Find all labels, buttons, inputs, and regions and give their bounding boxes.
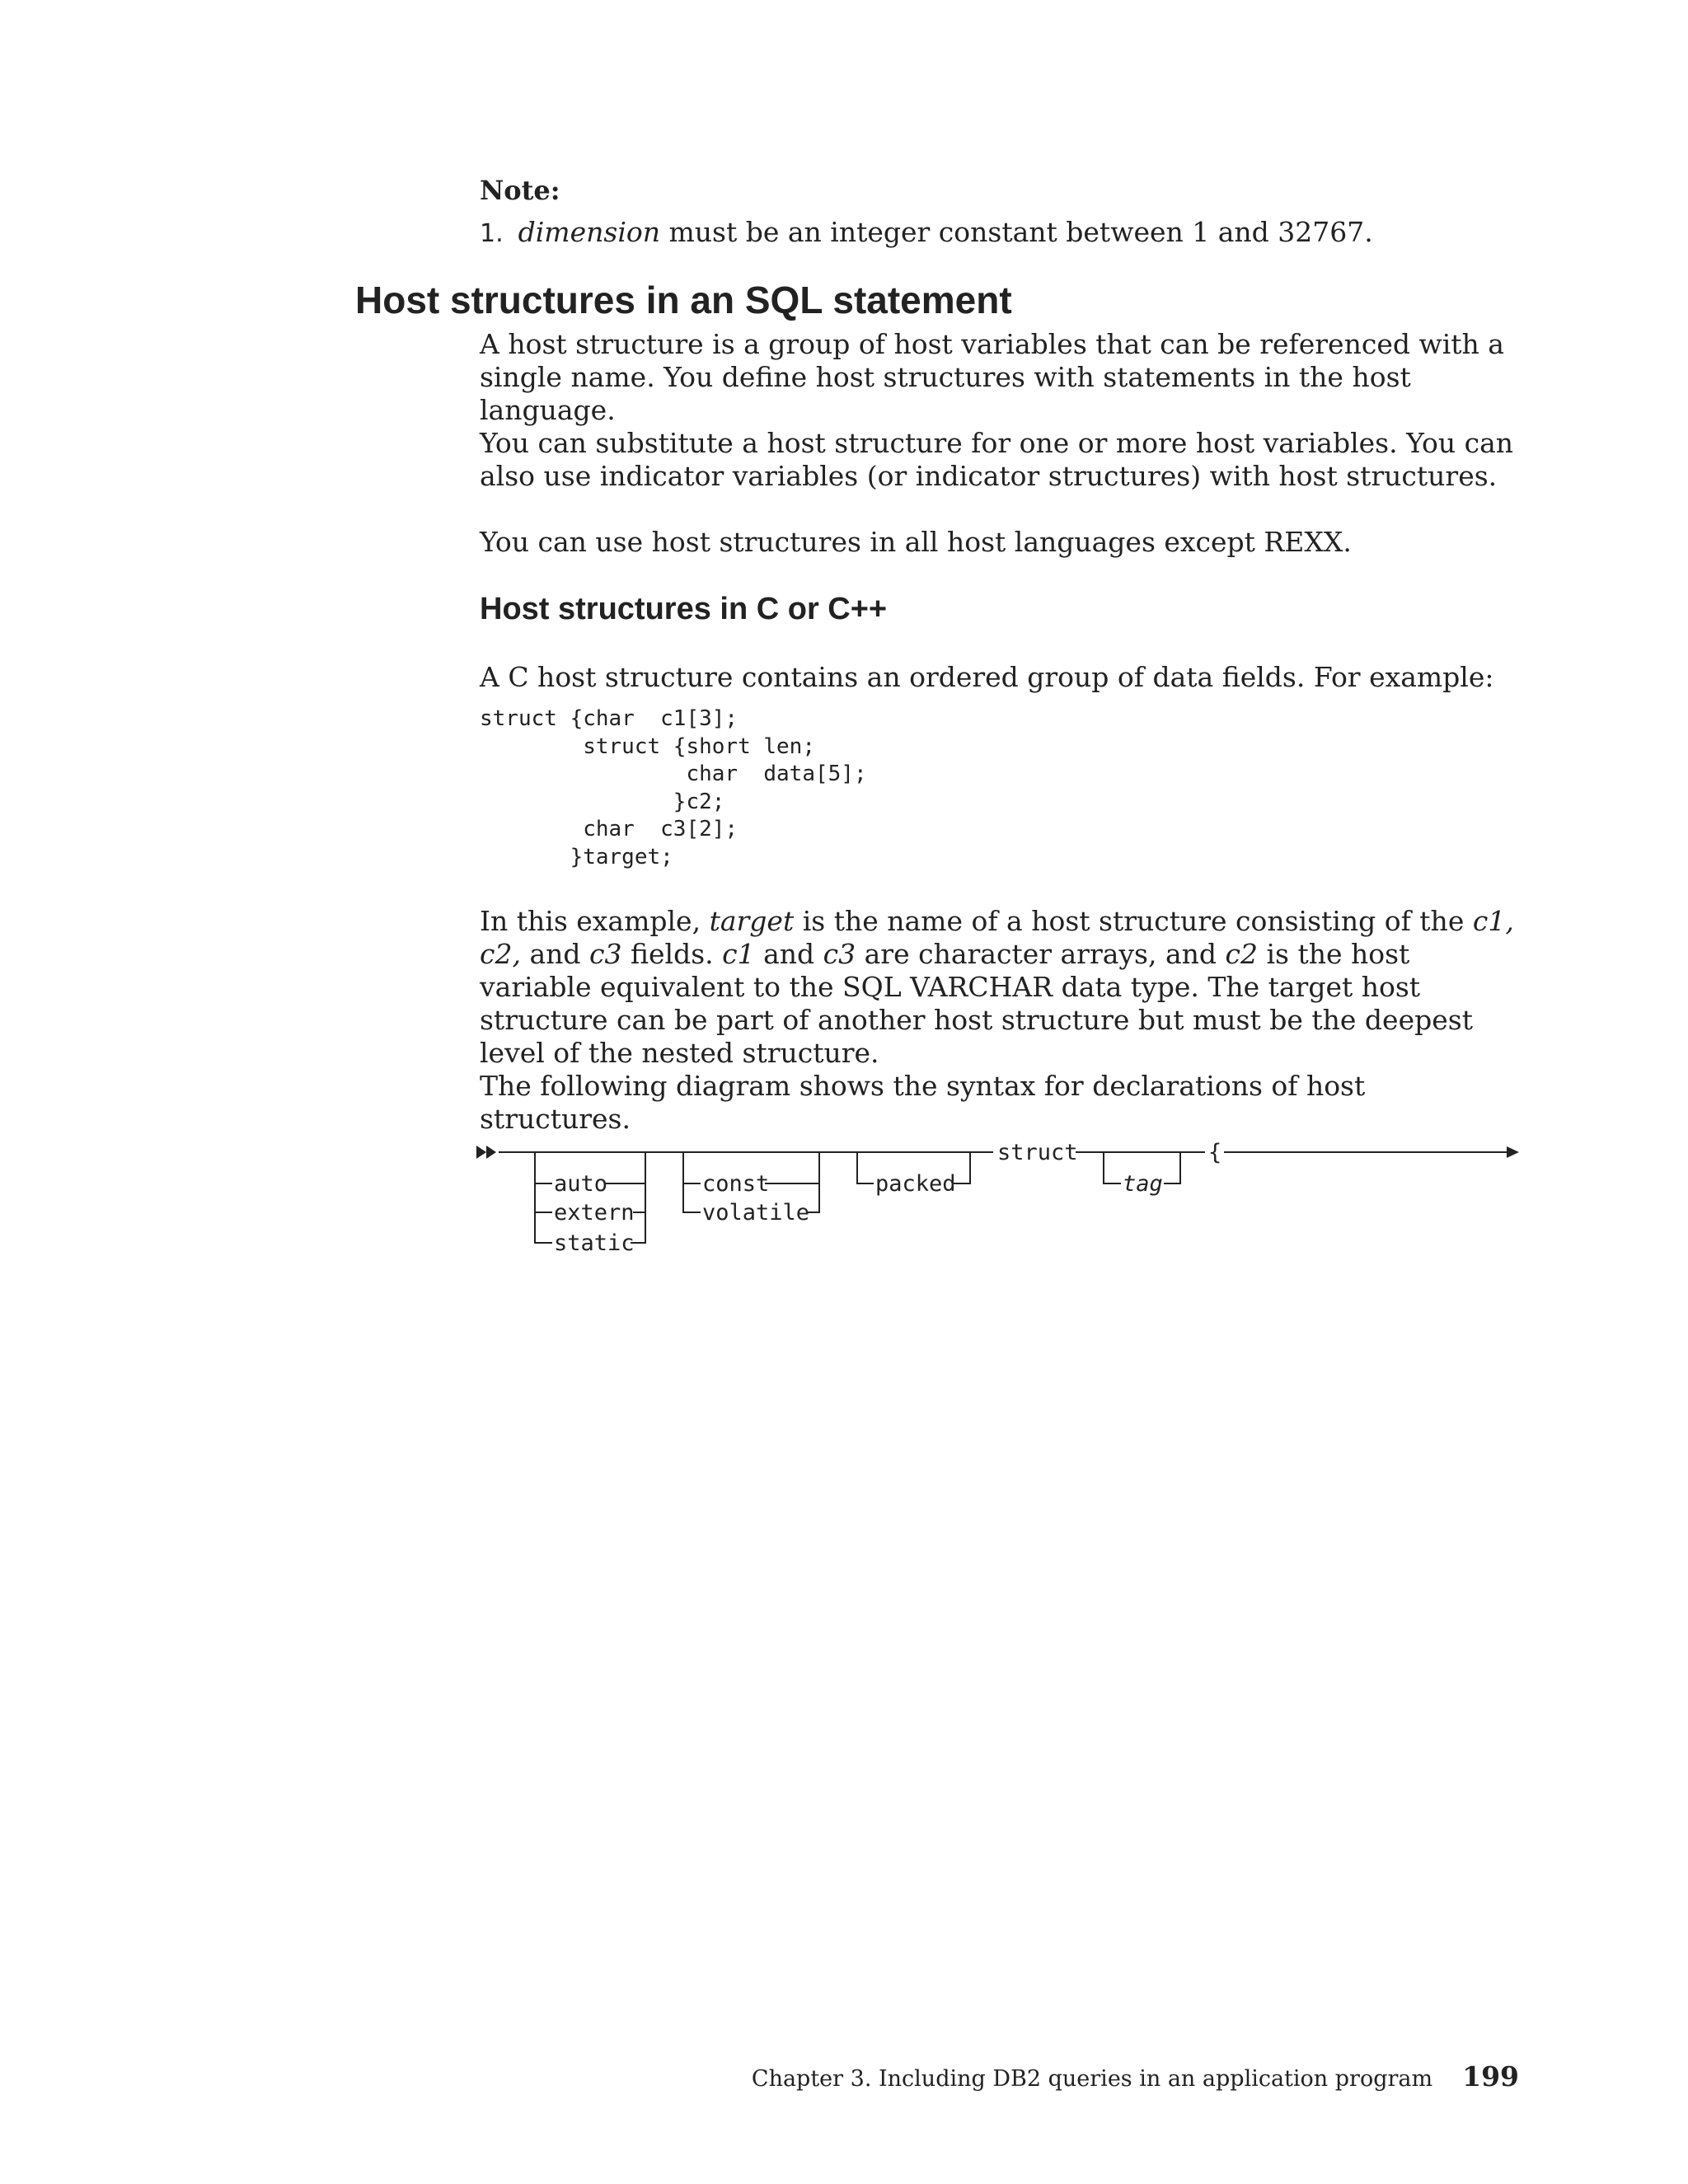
- paragraph: You can substitute a host structure for one or more host variables. You can also use indicator variables (or indicator structures) with host structures.: [480, 427, 1514, 492]
- page-number: 199: [1462, 2060, 1519, 2093]
- keyword-struct: struct: [997, 1140, 1078, 1165]
- option-packed: packed: [875, 1171, 956, 1197]
- subsection-title: Host structures in C or C++: [480, 592, 888, 626]
- note-label: Note:: [480, 175, 560, 206]
- code-example: struct {char c1[3]; struct {short len; char data[5]; }c2; char c3[2]; }target;: [480, 706, 867, 869]
- option-volatile: volatile: [702, 1200, 810, 1226]
- option-extern: extern: [554, 1200, 635, 1226]
- section-title: Host structures in an SQL statement: [355, 279, 1012, 321]
- paragraph: A C host structure contains an ordered group of data fields. For example:: [480, 661, 1494, 693]
- paragraph: You can use host structures in all host languages except REXX.: [480, 526, 1352, 558]
- option-const: const: [702, 1171, 770, 1197]
- option-tag: tag: [1123, 1171, 1163, 1197]
- note-text: must be an integer constant between 1 and 32767.: [660, 216, 1373, 248]
- option-auto: auto: [554, 1171, 608, 1197]
- explanation-paragraph: In this example, target is the name of a host structure consisting of the c1, c2, and c3 fields. c1 and c3 are character arrays, and c2 is the host variable equivalent to the SQL VARCHAR data type. The target host structure can be part of another host structure but must be the deepest level of the nested structure.: [480, 905, 1514, 1069]
- note-term: dimension: [518, 216, 660, 248]
- diagram-start-icon: [476, 1146, 496, 1159]
- paragraph: The following diagram shows the syntax for declarations of host structures.: [480, 1070, 1366, 1135]
- page-footer: [752, 2060, 1519, 2093]
- paragraph: A host structure is a group of host variables that can be referenced with a single name. You define host structures with statements in the host language.: [480, 328, 1504, 426]
- option-static: static: [554, 1230, 635, 1256]
- footer-chapter: Chapter 3. Including DB2 queries in an application program: [751, 2066, 1433, 2092]
- diagram-continue-arrow-icon: [1507, 1146, 1519, 1158]
- note-number: 1.: [480, 219, 504, 248]
- brace: {: [1208, 1140, 1222, 1165]
